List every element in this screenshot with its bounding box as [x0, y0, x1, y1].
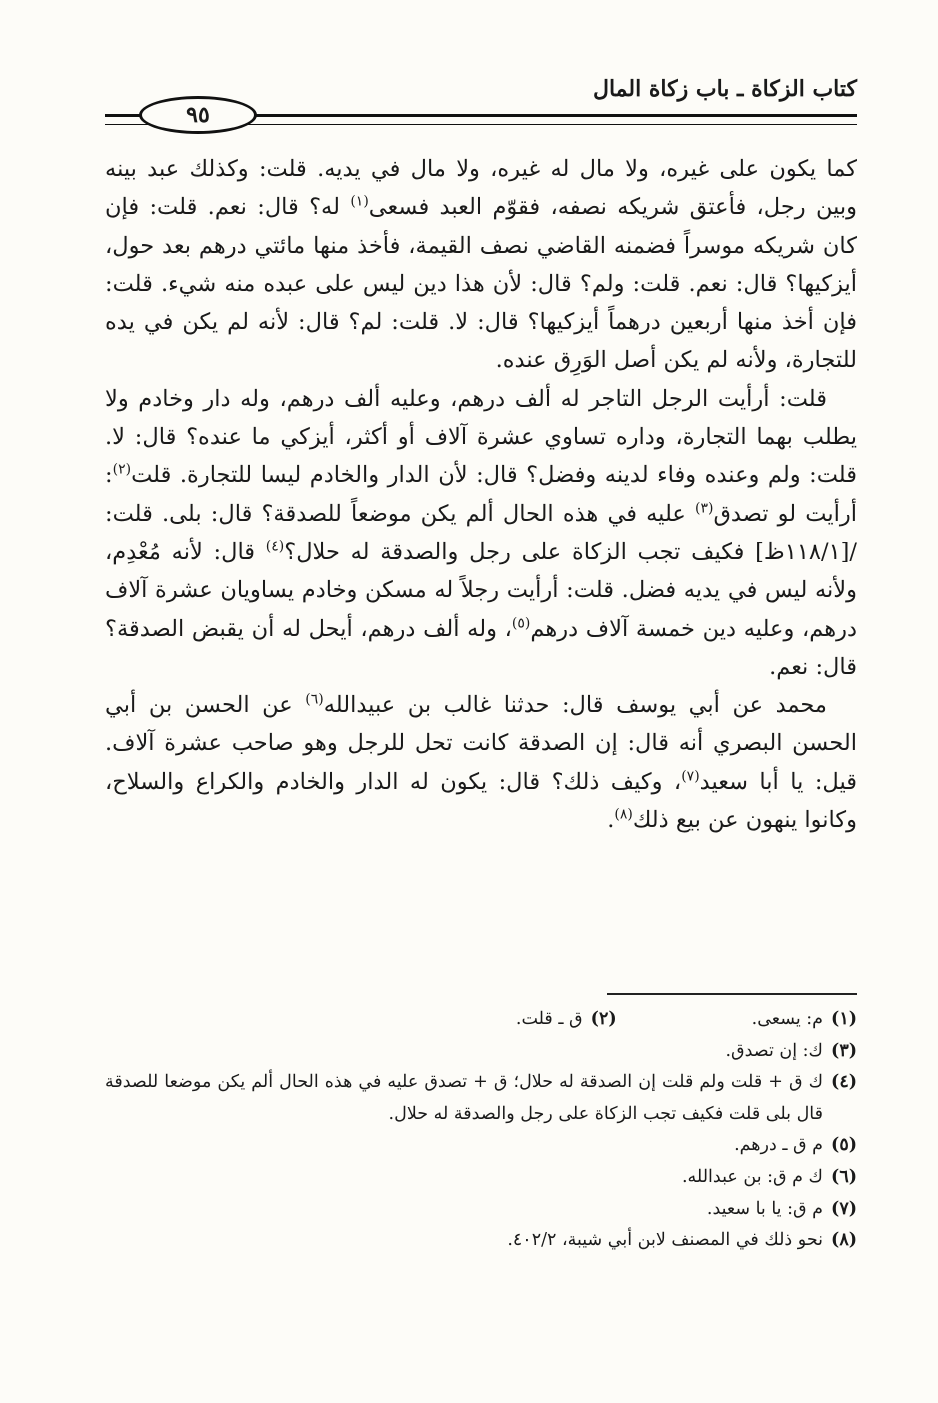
footnote-number: (٣) — [831, 1040, 857, 1061]
footnote-6 — [105, 1162, 857, 1194]
page — [105, 70, 857, 1370]
footnote-ref-3: (٣) — [694, 500, 714, 517]
footnote-number: (٨) — [831, 1230, 857, 1251]
paragraph-2: قلت: أرأيت الرجل التاجر له ألف درهم، وعليه ألف درهم، وله دار وخادم ولا يطلب بهما التجارة، وداره تساوي عشرة آلاف أو أكثر، أيزكي ما عنده؟ قال: لا. قلت: ولم وعنده وفاء لدينه وفضل؟ قال: لأن الدار والخادم ليسا للتجارة. قلت$^{(٢)}$: أرأيت لو تصدق$^{(٣)}$ عليه في هذه الحال ألم يكن موضعاً للصدقة؟ قال: بلى. قلت: /[١١٨/١ظ] فكيف تجب الزكاة على رجل والصدقة له حلال؟$^{(٤)}$ قال: لأنه مُعْدِم، ولأنه ليس في يديه فضل. قلت: أرأيت رجلاً له مسكن وخادم يساويان عشرة آلاف درهم، وعليه دين خمسة آلاف درهم$^{(٥)}$، وله ألف درهم، أيحل له أن يقبض الصدقة؟ قال: نعم. — [105, 385, 858, 680]
footnote-5 — [105, 1130, 857, 1162]
footnote-text: ق ـ قلت. — [515, 1009, 583, 1029]
footnote-number: (١) — [831, 1009, 857, 1029]
footnote-7 — [105, 1194, 857, 1226]
footnote-text: نحو ذلك في المصنف لابن أبي شيبة، ٤٠٢/٢. — [507, 1230, 823, 1251]
footnote-ref-4: (٤) — [265, 538, 285, 555]
footnote-ref-8: (٨) — [614, 806, 633, 823]
paragraph-3: محمد عن أبي يوسف قال: حدثنا غالب بن عبيدالله$^{(٦)}$ عن الحسن بن أبي الحسن البصري أنه قال: إن الصدقة كانت تحل للرجل وهو صاحب عشرة آلاف. قيل: يا أبا سعيد$^{(٧)}$، وكيف ذلك؟ قال: يكون له الدار والخادم والكراع والسلاح، وكانوا ينهون عن بيع ذلك$^{(٨)}$. — [105, 691, 857, 834]
paragraph-1: كما يكون على غيره، ولا مال له غيره، ولا مال في يديه. قلت: وكذلك عبد بينه وبين رجل، فأعتق شريكه نصفه، فقوّم العبد فسعى$^{(١)}$ له؟ قال: نعم. قلت: فإن كان شريكه موسراً فضمنه القاضي نصف القيمة، فأخذ منها مائتي درهم بعد حول، أيزكيها؟ قال: نعم. قلت: ولم؟ قال: لأن هذا دين ليس على عبده منه شيء. قلت: فإن أخذ منها أربعين درهماً أيزكيها؟ قال: لا. قلت: لم؟ قال: لأنه لم يكن في يده للتجارة، ولأنه لم يكن أصل الوَرِق عنده. — [105, 156, 857, 374]
footnote-separator — [607, 993, 857, 995]
footnote-text: م ق ـ درهم. — [734, 1135, 823, 1156]
footnote-text: ك ق + قلت ولم قلت إن الصدقة له حلال؛ ق + تصدق عليه في هذه الحال ألم يكن موضعا للصدقة قال بلى قلت فكيف تجب الزكاة على رجل والصدقة له حلال. — [105, 1072, 823, 1124]
footnote-8 — [105, 1225, 857, 1257]
footnote-line — [105, 1004, 857, 1036]
footnote-number: (٢) — [590, 1009, 617, 1029]
footnotes — [105, 1004, 857, 1257]
footnote-text: ك م ق: بن عبدالله. — [681, 1166, 823, 1187]
running-title: كتاب الزكاة ـ باب زكاة المال — [592, 76, 857, 102]
footnote-text: م ق: يا با سعيد. — [706, 1198, 823, 1219]
page-number: ٩٥ — [139, 96, 257, 134]
footnote-number: (٤) — [831, 1072, 857, 1093]
footnote-1 — [752, 1004, 857, 1036]
footnote-number: (٦) — [831, 1166, 857, 1187]
footnote-ref-6: (٦) — [305, 691, 324, 708]
footnote-text: ك: إن تصدق. — [725, 1040, 823, 1061]
footnote-text: م: يسعى. — [751, 1009, 823, 1029]
footnote-2 — [516, 1004, 617, 1036]
footnote-ref-2: (٢) — [112, 461, 132, 478]
footnote-3 — [105, 1036, 857, 1068]
footnote-ref-5: (٥) — [511, 615, 531, 632]
footnote-ref-7: (٧) — [681, 768, 700, 785]
footnote-number: (٥) — [831, 1135, 857, 1156]
body-text — [105, 150, 857, 839]
footnote-number: (٧) — [831, 1198, 857, 1219]
footnote-4 — [105, 1067, 857, 1130]
footnote-ref-1: (١) — [350, 193, 369, 210]
